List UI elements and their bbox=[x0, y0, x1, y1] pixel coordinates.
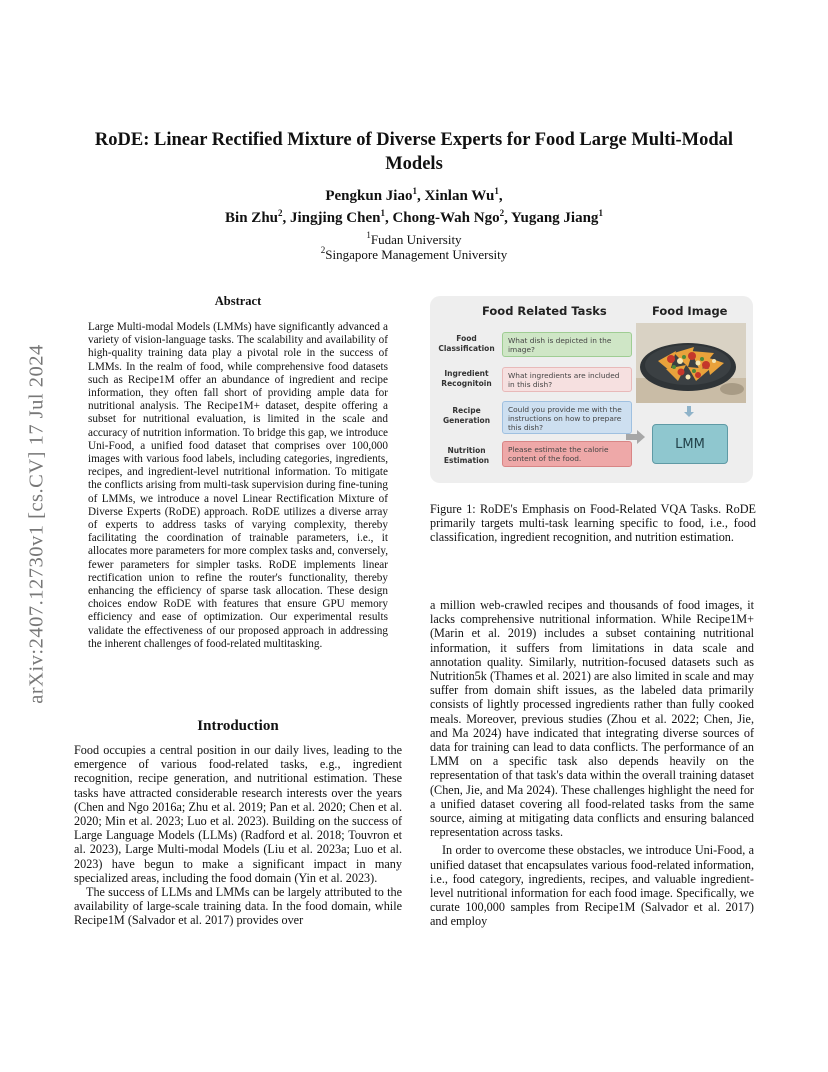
author-name: Pengkun Jiao bbox=[325, 188, 413, 204]
author-affiliation: 1 bbox=[598, 208, 603, 218]
author-affiliation: 1 bbox=[494, 186, 499, 196]
intro-paragraph-2: The success of LLMs and LMMs can be largely attributed to the availability of large-scale training data. In the food domain, while Recipe1M (Salvador et al. 2017) provides over bbox=[74, 885, 402, 928]
author-name: Jingjing Chen bbox=[290, 210, 381, 226]
task-label-line: Recipe bbox=[452, 406, 481, 415]
author-name: Yugang Jiang bbox=[511, 210, 599, 226]
affiliation-name: Singapore Management University bbox=[325, 247, 508, 262]
paper-title bbox=[60, 128, 768, 176]
figure-tasks-header: Food Related Tasks bbox=[482, 304, 607, 318]
figure-1 bbox=[430, 296, 753, 483]
abstract-heading: Abstract bbox=[214, 294, 262, 308]
author-line-2: Bin Zhu$^2$, Jingjing Chen$^1$, Chong-Wah Ngo$^2$, Yugang Jiang$^1$ bbox=[225, 208, 603, 226]
abstract-body bbox=[88, 321, 388, 651]
affiliation-number: 2 bbox=[320, 245, 326, 255]
task-label-nutrition-estimation bbox=[434, 446, 499, 466]
right-paragraph-2: In order to overcome these obstacles, we introduce Uni-Food, a unified dataset that encapsulates various food-related information, i.e., food category, ingredients, recipes, and valuable ingredient-level nutritional information for each food image. Specifically, we curate 100,000 samples from Recipe1M (Salvador et al. 2017) and employ bbox=[430, 843, 754, 929]
author-affiliation: 1 bbox=[412, 186, 417, 196]
right-column-body bbox=[430, 598, 754, 929]
figure-image-header: Food Image bbox=[652, 304, 728, 318]
affiliation-name: Fudan University bbox=[370, 232, 462, 247]
title-line-2: Models bbox=[385, 154, 443, 174]
intro-paragraph-1: Food occupies a central position in our daily lives, leading to the emergence of various food-related tasks, e.g., ingredient recognition, recipe generation, and nutritional estimation. These tasks have attracted considerable research interests over the years (Chen and Ngo 2016a; Zhu et al. 2019; Pan et al. 2020; Chen et al. 2020; Min et al. 2023; Luo et al. 2023). Building on the success of Large Language Models (LLMs) (Radford et al. 2018; Touvron et al. 2023), Large Multi-modal Models (Liu et al. 2023a; Luo et al. 2023) have begun to make a significant impact in many specialized areas, including the food domain (Yin et al. 2023). bbox=[74, 743, 402, 885]
lmm-box: LMM bbox=[652, 424, 728, 464]
introduction-heading: Introduction bbox=[197, 718, 279, 734]
task-label-line: Ingredient bbox=[444, 369, 489, 378]
author-name: Xinlan Wu bbox=[424, 188, 495, 204]
introduction-body bbox=[74, 743, 402, 928]
question-food-classification: What dish is depicted in the image? bbox=[502, 332, 632, 357]
author-name: Chong-Wah Ngo bbox=[392, 210, 500, 226]
task-label-food-classification bbox=[434, 334, 499, 354]
affiliation-2 bbox=[60, 247, 768, 263]
task-label-line: Estimation bbox=[443, 456, 490, 465]
task-label-line: Classification bbox=[438, 344, 495, 353]
arrow-down-icon bbox=[683, 406, 695, 418]
arxiv-identifier bbox=[22, 294, 52, 754]
question-nutrition-estimation: Please estimate the calorie content of the food. bbox=[502, 441, 632, 467]
affiliation-1 bbox=[60, 232, 768, 248]
author-line-1: Pengkun Jiao$^1$, Xinlan Wu$^1$, bbox=[325, 186, 503, 204]
author-affiliation: 2 bbox=[499, 208, 505, 218]
figure-caption: Figure 1: RoDE's Emphasis on Food-Related VQA Tasks. RoDE primarily targets multi-task learning specific to food, i.e., food classification, ingredient recognition, and nutrition estimation. bbox=[430, 502, 756, 545]
task-label-line: Food bbox=[456, 334, 477, 343]
abstract-text: Large Multi-modal Models (LMMs) have significantly advanced a variety of vision-language tasks. The scalability and availability of high-quality training data play a pivotal role in the success of LMMs. In the realm of food, while comprehensive food datasets such as Recipe1M offer an abundance of ingredient and recipe information, they often fall short of providing ample data for nutritional analysis. The Recipe1M+ dataset, despite offering a subset for nutritional evaluation, is limited in the scale and accuracy of nutrition information. To bridge this gap, we introduce Uni-Food, a unified food dataset that comprises over 100,000 images with various food labels, including categories, ingredients, recipes, and ingredient-level nutritional information. To mitigate the conflicts arising from multi-task supervision during fine-tuning of LMMs, we introduce a novel Linear Rectification Mixture of Diverse Experts (RoDE) approach. RoDE utilizes a diverse array of experts to address tasks of varying complexity, thereby facilitating the coordination of trainable parameters, i.e., it allocates more parameters for more complex tasks and, conversely, fewer parameters for simpler tasks. RoDE implements linear rectification union to refine the router's functionality, thereby enhancing the efficiency of sparse task allocation. These design choices endow RoDE with features that ensure GPU memory efficiency and ease of optimization. Our experimental results validate the effectiveness of our proposed approach in addressing the inherent challenges of food-related multitasking. bbox=[88, 321, 388, 650]
task-label-ingredient-recognition bbox=[434, 369, 499, 389]
food-image bbox=[636, 323, 746, 403]
task-label-line: Recognitoin bbox=[441, 379, 492, 388]
task-label-recipe-generation bbox=[434, 406, 499, 426]
author-name: Bin Zhu bbox=[225, 210, 279, 226]
author-affiliation: 1 bbox=[380, 208, 385, 218]
right-paragraph-1: a million web-crawled recipes and thousands of food images, it lacks comprehensive nutritional information. While Recipe1M+ (Marin et al. 2019) includes a subset containing nutritional information, it suffers from limitations in data scale and annotation quality. Similarly, nutrition-focused datasets such as Nutrition5k (Thames et al. 2021) are also limited in scale and may suffer from domain shift issues, as the labeled data primarily consists of lightly processed ingredients rather than fully cooked meals. Moreover, previous studies (Zhou et al. 2022; Chen, Jie, and Ma 2024) have indicated that integrating diverse sources of data for training can lead to data conflicts. The performance of an LMM on a specific task also depends heavily on the representation of that task's data within the overall training dataset (Chen, Jie, and Ma 2024). These challenges highlight the need for a unified dataset covering all food-related tasks from the same source, aiming at mitigating data conflicts and ensuring balanced representation across tasks. bbox=[430, 598, 754, 840]
title-line-1: RoDE: Linear Rectified Mixture of Diverse Experts for Food Large Multi-Modal bbox=[94, 130, 734, 150]
affiliation-number: 1 bbox=[366, 230, 371, 240]
arrow-right-icon bbox=[626, 430, 646, 444]
task-label-line: Nutrition bbox=[447, 446, 486, 455]
author-affiliation: 2 bbox=[278, 208, 283, 218]
task-label-line: Generation bbox=[442, 416, 491, 425]
question-ingredient-recognition: What ingredients are included in this dish? bbox=[502, 367, 632, 392]
arxiv-identifier-text: arXiv:2407.12730v1 [cs.CV] 17 Jul 2024 bbox=[25, 344, 48, 704]
question-recipe-generation: Could you provide me with the instructions on how to prepare this dish? bbox=[502, 401, 632, 434]
